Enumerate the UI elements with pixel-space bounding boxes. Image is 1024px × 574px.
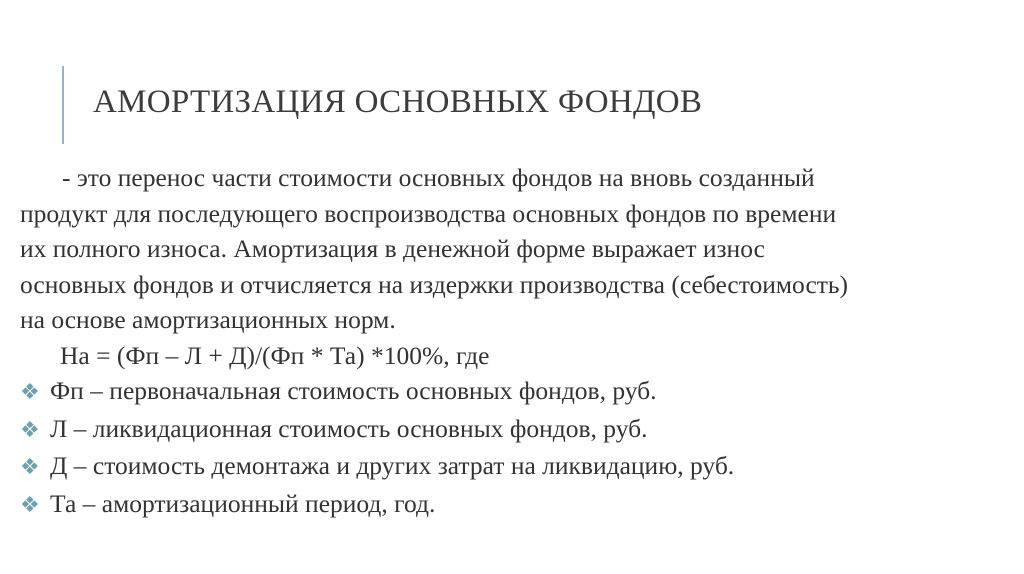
list-item-text: Та – амортизационный период, год.: [50, 488, 436, 518]
list-item: [20, 411, 1010, 449]
slide-content: [20, 160, 1010, 523]
list-item-text: Л – ликвидационная стоимость основных фондов, руб.: [50, 413, 648, 443]
list-item: [20, 373, 1010, 411]
diamond-bullet-icon: ❖: [20, 417, 40, 443]
list-item: [20, 448, 1010, 486]
list-item-text: Фп – первоначальная стоимость основных фондов, руб.: [50, 376, 657, 405]
diamond-bullet-icon: ❖: [20, 380, 40, 405]
list-item: [20, 486, 1010, 524]
definition-paragraph: - это перенос части стоимости основных фондов на вновь созданный продукт для последующего воспроизводства основных фондов по времени их полного износа. Амортизация в денежной форме выражает износ основных фондов и отчисляется на издержки производства (себестоимость) на основе амортизационных норм.: [20, 163, 849, 334]
diamond-bullet-icon: ❖: [20, 455, 40, 480]
legend-list: [20, 373, 1010, 523]
slide-title: АМОРТИЗАЦИЯ ОСНОВНЫХ ФОНДОВ: [93, 84, 703, 120]
formula-line: На = (Фп – Л + Д)/(Фп * Та) *100%, где: [60, 340, 490, 370]
title-accent-bar: [62, 66, 64, 144]
list-item-text: Д – стоимость демонтажа и других затрат на ликвидацию, руб.: [50, 451, 735, 480]
diamond-bullet-icon: ❖: [20, 492, 40, 518]
